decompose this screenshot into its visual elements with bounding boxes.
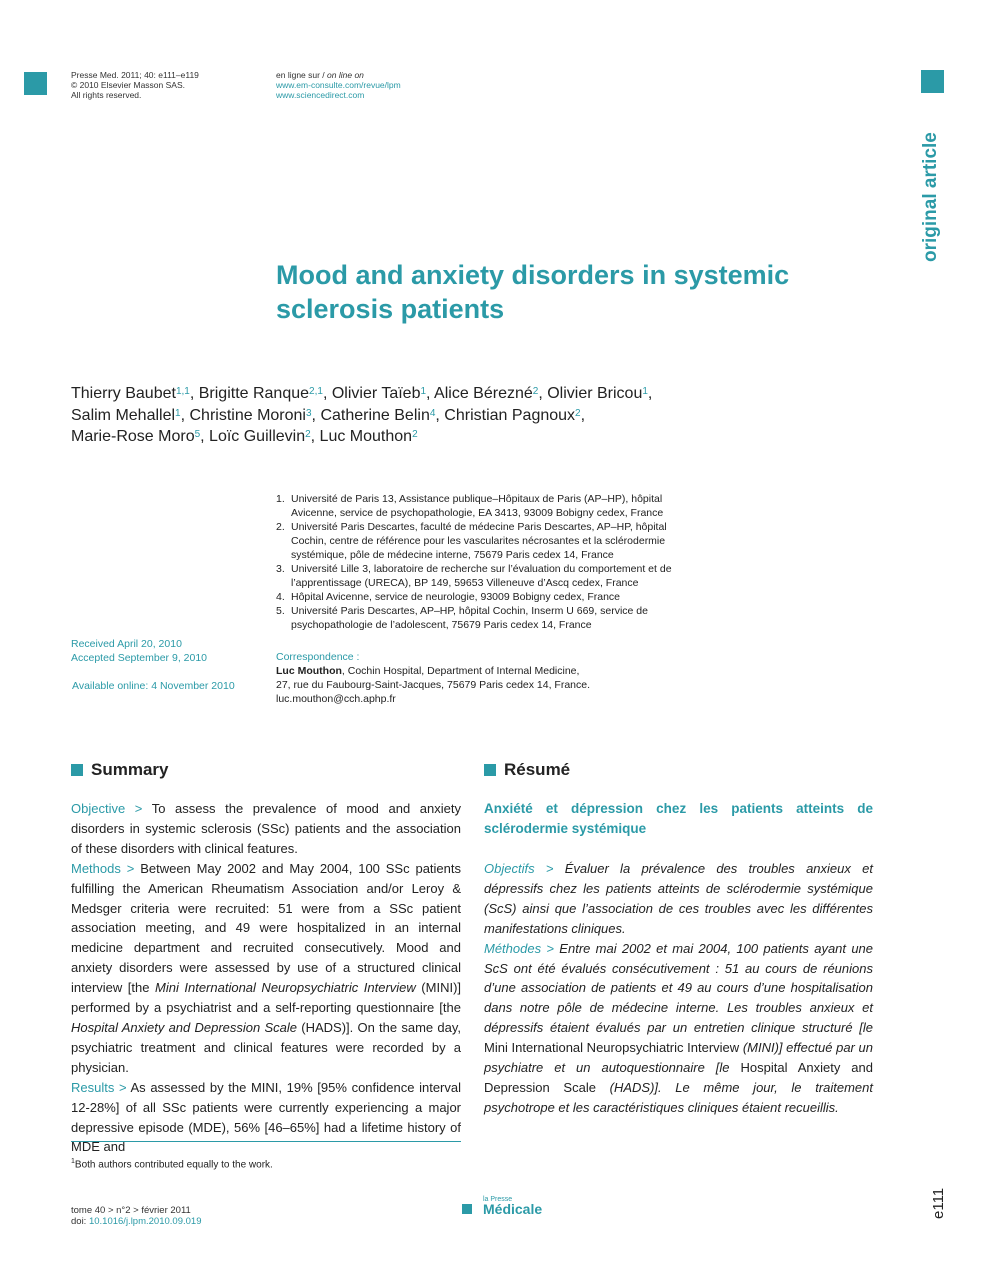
author-affiliation-marker: 2	[575, 407, 581, 419]
affiliation-line: Université de Paris 13, Assistance publique–Hôpitaux de Paris (AP–HP), hôpital	[291, 493, 663, 505]
author-separator: ,	[180, 406, 190, 424]
author-separator: ,	[647, 385, 653, 402]
author-separator: ,	[200, 428, 210, 445]
affiliation-line: l’apprentissage (URECA), BP 149, 59653 Villeneuve d’Ascq cedex, France	[291, 577, 639, 589]
affiliation-line: Avicenne, service de psychopathologie, EA 3413, 93009 Bobigny cedex, France	[291, 507, 664, 519]
author-separator: ,	[426, 385, 435, 402]
affiliation-number: 3.	[276, 563, 285, 575]
page-number: e111	[930, 1187, 947, 1219]
resume-title: Anxiété et dépression chez les patients atteints de sclérodermie systémique	[484, 801, 873, 836]
objective-text: To assess the prevalence of mood and anxiety disorders in systemic sclerosis (SSc) patients and the association of these disorders with clinical features.	[71, 801, 461, 856]
heading-square-icon	[71, 764, 83, 776]
affiliations	[276, 492, 706, 632]
author-affiliation-marker: 1	[420, 386, 427, 397]
affiliation-text	[291, 590, 620, 604]
corner-square-right	[921, 70, 944, 93]
issue-info	[71, 1205, 201, 1227]
affiliation-number: 4.	[276, 591, 285, 603]
received-date: Received April 20, 2010	[71, 638, 182, 650]
corr-address-1: , Cochin Hospital, Department of Internal Medicine,	[341, 665, 580, 677]
author-separator: ,	[311, 406, 321, 424]
affiliation-item	[276, 492, 706, 520]
journal-info	[71, 70, 199, 100]
online-url-emc[interactable]: www.em-consulte.com/revue/lpm	[276, 80, 401, 90]
corr-name: Luc Mouthon	[276, 665, 342, 677]
corner-square-left	[24, 72, 47, 95]
correspondence	[276, 650, 696, 706]
resume-body	[484, 859, 873, 1118]
methods-text-a: Between May 2002 and May 2004, 100 SSc patients fulfilling the American Rheumatism Association and/or Leroy & Medsger criteria were recruited: 51 were from a SSc patient association meeting, and 49 were hospitalized in an internal medicine department and recruited consecutively. Mood and anxiety disorders were assessed by use of a structured clinical interview [the	[71, 860, 461, 996]
author-name: Marie-Rose Moro	[71, 428, 195, 445]
footnote	[71, 1158, 273, 1170]
affiliation-item	[276, 590, 706, 604]
online-url-sciencedirect[interactable]: www.sciencedirect.com	[276, 90, 365, 100]
author-affiliation-marker: 2	[532, 386, 539, 397]
author-affiliation-marker: 1,1	[175, 386, 190, 397]
summary-heading	[71, 760, 168, 780]
footnote-text: Both authors contributed equally to the work.	[74, 1159, 273, 1171]
accepted-date: Accepted September 9, 2010	[71, 652, 208, 664]
results-label: Results >	[71, 1079, 127, 1095]
author-name: Olivier Taïeb	[331, 385, 421, 402]
author-separator: ,	[435, 406, 445, 424]
methodes-text-a: Entre mai 2002 et mai 2004, 100 patients ayant une ScS ont été évalués consécutivement : 51 au cours de réunions d’une association de patients et 49 au cours d’une hospitalisation dans notre pôle de médecine interne. Les troubles anxieux et dépressifs étaient évalués par un entretien clinique structuré [le	[484, 940, 874, 1036]
author-list	[71, 383, 711, 448]
author-affiliation-marker: 1	[642, 386, 648, 397]
author-name: Salim Mehallel	[71, 406, 176, 424]
logo-small-text: la Presse	[483, 1196, 513, 1203]
author-name: Catherine Belin	[320, 406, 430, 424]
issue-line: tome 40 > n°2 > février 2011	[71, 1205, 191, 1216]
journal-citation: Presse Med. 2011; 40: e111–e119	[71, 70, 199, 80]
author-name: Thierry Baubet	[71, 385, 176, 402]
author-separator: ,	[310, 428, 320, 445]
objectifs-text: Évaluer la prévalence des troubles anxieux et dépressifs chez les patients atteints de sclérodermie systémique (ScS) ainsi que l’association de ces troubles avec les différentes manifestations cliniques.	[484, 861, 873, 936]
author-name: Brigitte Ranque	[198, 385, 310, 402]
resume-heading	[484, 760, 570, 780]
author-affiliation-marker: 5	[194, 429, 201, 440]
affiliation-line: Hôpital Avicenne, service de neurologie, 93009 Bobigny cedex, France	[291, 591, 621, 603]
affiliation-line: Université Lille 3, laboratoire de recherche sur l’évaluation du comportement et de	[291, 563, 672, 575]
summary-body	[71, 799, 461, 1157]
affiliation-item	[276, 562, 706, 590]
online-label: en ligne sur /	[276, 70, 328, 80]
author-affiliation-marker: 4	[429, 407, 436, 419]
affiliation-line: systémique, pôle de médecine interne, 75679 Paris cedex 14, France	[291, 549, 614, 561]
objectifs-label: Objectifs >	[484, 861, 554, 876]
summary-heading-text: Summary	[91, 760, 169, 779]
author-name: Alice Bérezné	[434, 385, 533, 402]
section-label: original article	[920, 132, 941, 262]
author-affiliation-marker: 2	[305, 429, 311, 440]
methodes-text-d: Hospital Anxiety and Depression Scale	[484, 1060, 873, 1095]
objective-label: Objective >	[71, 801, 143, 816]
results-text: As assessed by the MINI, 19% [95% confidence interval 12-28%] of all SSc patients were currently experiencing a major depressive episode (MDE), 56% [46–65%] had a lifetime history of MDE and	[71, 1079, 462, 1155]
affiliation-line: psychopathologie de l’adolescent, 75679 Paris cedex 14, France	[291, 619, 592, 631]
logo-big-text: Médicale	[483, 1201, 543, 1217]
online-label-en: on line on	[327, 70, 364, 80]
affiliation-item	[276, 520, 706, 562]
corr-email[interactable]: luc.mouthon@cch.aphp.fr	[276, 693, 396, 705]
methodes-label: Méthodes >	[484, 940, 554, 956]
author-affiliation-marker: 1	[175, 407, 181, 419]
title-line-1: Mood and anxiety disorders in systemic	[276, 260, 790, 290]
methodes-text-c: (MINI)] effectué par un psychiatre et un autoquestionnaire [le	[484, 1040, 873, 1076]
methods-text-c: (MINI)] performed by a psychiatrist and a self-reporting questionnaire [the	[71, 980, 462, 1016]
doi-label: doi:	[71, 1216, 89, 1227]
affiliation-text	[291, 492, 663, 520]
logo-square-icon	[462, 1204, 472, 1214]
footnote-marker: 1	[71, 1158, 75, 1165]
author-affiliation-marker: 3	[305, 407, 312, 419]
methods-text-e: (HADS)]. On the same day, psychiatric treatment and clinical features were recorded by a physician.	[71, 1019, 461, 1075]
author-name: Olivier Bricou	[547, 385, 643, 402]
methodes-text-b: Mini International Neuropsychiatric Interview	[484, 1040, 740, 1056]
corr-address-2: 27, rue du Faubourg-Saint-Jacques, 75679 Paris cedex 14, France.	[276, 679, 591, 691]
resume-heading-text: Résumé	[504, 760, 571, 779]
methods-text-d: Hospital Anxiety and Depression Scale	[71, 1019, 298, 1035]
affiliation-text	[291, 562, 672, 590]
online-info	[276, 70, 401, 100]
footnote-rule	[71, 1141, 461, 1142]
doi-link[interactable]: 10.1016/j.lpm.2010.09.019	[88, 1216, 202, 1227]
affiliation-line: Cochin, centre de référence pour les vascularites nécrosantes et la sclérodermie	[291, 535, 666, 547]
author-affiliation-marker: 2,1	[309, 386, 323, 397]
affiliation-number: 1.	[276, 493, 285, 505]
affiliation-text	[291, 604, 648, 632]
available-online-date: Available online: 4 November 2010	[72, 680, 235, 692]
title-line-2: sclerosis patients	[276, 294, 505, 324]
author-name: Luc Mouthon	[319, 428, 413, 445]
author-name: Loïc Guillevin	[209, 428, 306, 445]
author-name: Christian Pagnoux	[444, 406, 576, 424]
copyright: © 2010 Elsevier Masson SAS.	[71, 80, 185, 90]
article-title	[276, 258, 836, 326]
author-separator: ,	[322, 385, 332, 402]
affiliation-text	[291, 520, 667, 562]
author-separator: ,	[580, 406, 586, 424]
affiliation-line: Université Paris Descartes, faculté de médecine Paris Descartes, AP–HP, hôpital	[291, 521, 667, 533]
rights: All rights reserved.	[71, 90, 142, 100]
affiliation-item	[276, 604, 706, 632]
methods-text-b: Mini International Neuropsychiatric Interview	[155, 980, 416, 996]
correspondence-label: Correspondence :	[276, 651, 360, 663]
author-affiliation-marker: 2	[412, 429, 418, 440]
author-separator: ,	[189, 385, 199, 402]
affiliation-number: 5.	[276, 605, 285, 617]
heading-square-icon	[484, 764, 496, 776]
affiliation-number: 2.	[276, 521, 285, 533]
author-separator: ,	[538, 385, 548, 402]
methods-label: Methods >	[71, 860, 135, 876]
author-name: Christine Moroni	[189, 406, 306, 424]
affiliation-line: Université Paris Descartes, AP–HP, hôpital Cochin, Inserm U 669, service de	[291, 605, 648, 617]
methodes-text-e: (HADS)]. Le même jour, le traitement psychotrope et les caractéristiques cliniques étaient recueillis.	[484, 1079, 874, 1115]
